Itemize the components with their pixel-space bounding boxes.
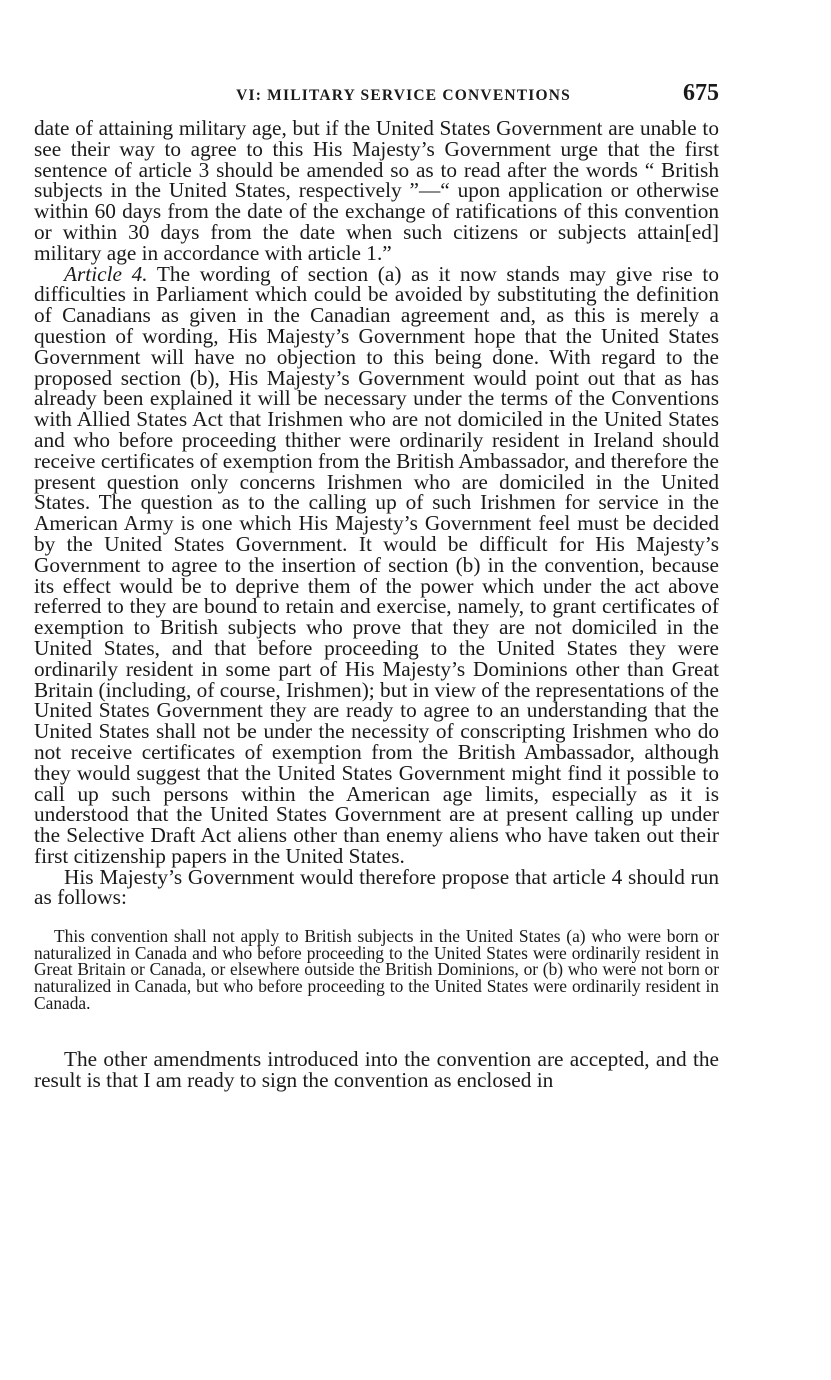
article-label: Article 4. [64,261,148,286]
block-quote [34,928,719,1011]
paragraph-continuation: date of attaining military age, but if the United States Government are unable to see their way to agree to this His Majesty’s Government urge that the first sentence of article 3 should be amended so as to read after the words “ British subjects in the United States, respectively ”—“ upon application or otherwise within 60 days from the date of the exchange of ratifications of this convention or within 30 days from the date when such citizens or subjects attain[ed] military age in accordance with article 1.” [34,116,719,265]
article-4-text: The wording of section (a) as it now stands may give rise to difficulties in Parliament which could be avoided by substituting the definition of Canadians as given in the Canadian agreement and, as this is merely a question of wording, His Majesty’s Government hope that the United States Government will have no objection to this being done. With regard to the proposed section (b), His Majesty’s Government would point out that as has already been explained it will be necessary under the terms of the Conventions with Allied States Act that Irishmen who are not domiciled in the United States and who before proceeding thither were ordinarily resident in Ireland should receive certificates of exemption from the British Ambassador, and therefore the present question only concerns Irishmen who are domiciled in the United States. The question as to the calling up of such Irishmen for service in the American Army is one which His Majesty’s Government feel must be decided by the United States Government. It would be difficult for His Majesty’s Government to agree to the insertion of section (b) in the convention, because its effect would be to deprive them of the power which under the act above referred to they are bound to retain and exercise, namely, to grant certificates of exemption to British subjects who prove that they are not domiciled in the United States, and that before proceeding to the United States they were ordinarily resident in some part of His Majesty’s Dominions other than Great Britain (including, of course, Irishmen); but in view of the representations of the United States Government they are ready to agree to an understanding that the United States shall not be under the necessity of conscripting Irishmen who do not receive certificates of exemption from the British Ambassador, although they would suggest that the United States Government might find it possible to call up such persons within the American age limits, especially as it is understood that the United States Government are at present calling up under the Selective Draft Act aliens other than enemy aliens who have taken out their first citizenship papers in the United States. [34,261,719,868]
closing-text [34,1049,719,1091]
running-head [34,80,719,110]
paragraph-closing: The other amendments introduced into the convention are accepted, and the result is that I am ready to sign the convention as enclosed in [34,1047,719,1093]
page-number: 675 [683,80,719,106]
paragraph-proposal: His Majesty’s Government would therefore propose that article 4 should run as follows: [34,864,719,910]
body-text [34,118,719,908]
quote-text: This convention shall not apply to British subjects in the United States (a) who were born or naturalized in Canada and who before proceeding to the United States were ordinarily resident in Great Britain or Canada, or elsewhere outside the British Dominions, or (b) who were not born or naturalized in Canada, but who before proceeding to the United States were ordinarily resident in Canada. [34,926,719,1013]
running-title: VI: MILITARY SERVICE CONVENTIONS [236,87,571,104]
paragraph-article-4 [34,261,719,868]
